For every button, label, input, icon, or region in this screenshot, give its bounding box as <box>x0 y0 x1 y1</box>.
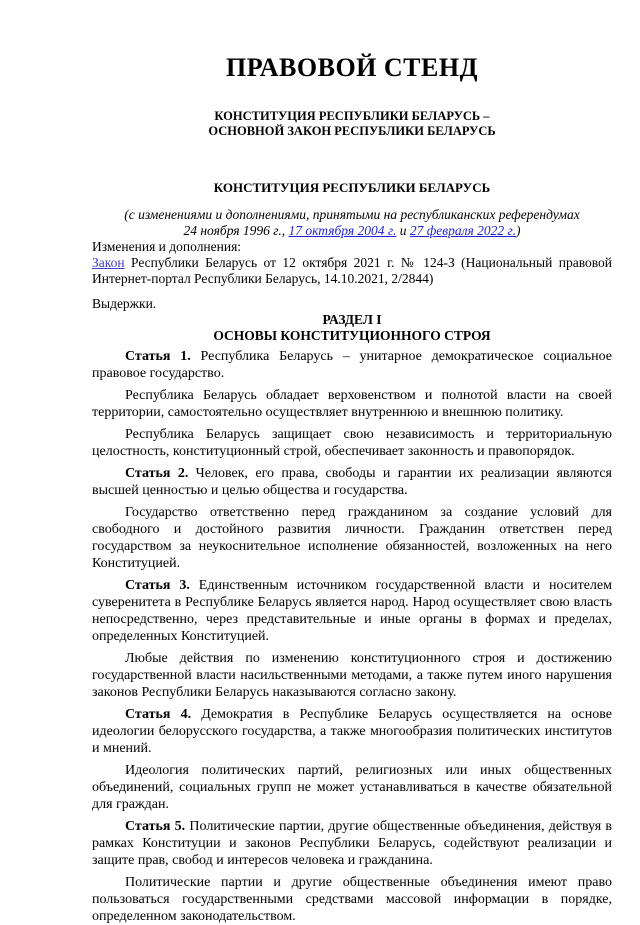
article-label: Статья 1. <box>125 349 191 364</box>
article-text: Любые действия по изменению конституционного строя и достижению государственной власти насильственными методами, а также путем иного нарушения законов Республики Беларусь наказываются согласно закону. <box>92 651 612 700</box>
article-text: Республика Беларусь обладает верховенством и полнотой власти на своей территории, самостоятельно осуществляет внутреннюю и внешнюю политику. <box>92 388 612 420</box>
constitution-heading: КОНСТИТУЦИЯ РЕСПУБЛИКИ БЕЛАРУСЬ <box>213 180 491 195</box>
subtitle-line-2: ОСНОВНОЙ ЗАКОН РЕСПУБЛИКИ БЕЛАРУСЬ <box>208 124 496 138</box>
article-paragraph <box>92 426 612 460</box>
page-title: ПРАВОВОЙ СТЕНД <box>226 53 478 82</box>
document-subtitle <box>92 109 612 139</box>
article-paragraph <box>92 348 612 382</box>
article-paragraph <box>92 387 612 421</box>
referendum-note-line-2 <box>92 223 612 239</box>
article-paragraph <box>92 818 612 869</box>
article-label: Статья 2. <box>125 466 189 481</box>
amendments-label: Изменения и дополнения: <box>92 239 242 254</box>
article-text: Политические партии и другие общественные объединения имеют право пользоваться государственными средствами массовой информации в порядке, определенном законодательством. <box>92 875 612 924</box>
section-number: РАЗДЕЛ I <box>322 312 382 327</box>
article-text: Политические партии, другие общественные объединения, действуя в рамках Конституции и законов Республики Беларусь, содействуют реализации и защите прав, свобод и интересов человека и гражданина. <box>92 819 612 868</box>
referendum-link-2022[interactable]: 27 февраля 2022 г. <box>409 223 517 238</box>
referendum-note-prefix: 24 ноября 1996 г., <box>183 223 289 238</box>
subtitle-line-1: КОНСТИТУЦИЯ РЕСПУБЛИКИ БЕЛАРУСЬ – <box>214 109 490 123</box>
article-paragraph <box>92 577 612 645</box>
referendum-note-conjunction: и <box>396 223 410 238</box>
article-text: Республика Беларусь защищает свою независимость и территориальную целостность, конституционный строй, обеспечивает законность и правопорядок. <box>92 427 612 459</box>
article-text: Человек, его права, свободы и гарантии их реализации являются высшей ценностью и целью общества и государства. <box>92 466 612 498</box>
articles-body <box>92 348 612 925</box>
article-label: Статья 5. <box>125 819 186 834</box>
section-title: ОСНОВЫ КОНСТИТУЦИОННОГО СТРОЯ <box>213 327 491 343</box>
article-label: Статья 4. <box>125 707 192 722</box>
excerpts-label: Выдержки. <box>92 296 157 311</box>
referendum-link-2004[interactable]: 17 октября 2004 г. <box>288 223 397 238</box>
referendum-note-line-1: (с изменениями и дополнениями, принятыми на республиканских референдумах <box>124 207 580 222</box>
referendum-note-suffix: ) <box>516 223 521 238</box>
law-link[interactable]: Закон <box>92 255 125 270</box>
article-paragraph <box>92 650 612 701</box>
article-label: Статья 3. <box>125 578 190 593</box>
law-reference-paragraph <box>92 255 612 287</box>
article-paragraph <box>92 762 612 813</box>
article-text: Демократия в Республике Беларусь осуществляется на основе идеологии белорусского государства, а также многообразия политических институтов и мнений. <box>92 707 612 756</box>
article-text: Идеология политических партий, религиозных или иных общественных объединений, социальных групп не может устанавливаться в качестве обязательной для граждан. <box>92 763 612 812</box>
article-text: Единственным источником государственной власти и носителем суверенитета в Республике Беларусь является народ. Народ осуществляет свою власть непосредственно, через представительные и иные органы в формах и пределах, определенных Конституцией. <box>92 578 612 644</box>
article-text: Государство ответственно перед гражданином за создание условий для свободного и достойного развития личности. Гражданин ответствен перед государством за неукоснительное исполнение обязанностей, возложенных на него Конституцией. <box>92 505 612 571</box>
referendum-note <box>92 207 612 239</box>
article-paragraph <box>92 874 612 925</box>
article-paragraph <box>92 504 612 572</box>
article-text: Республика Беларусь – унитарное демократическое социальное правовое государство. <box>92 349 613 381</box>
section-heading <box>92 312 612 343</box>
article-paragraph <box>92 465 612 499</box>
law-reference-text: Республики Беларусь от 12 октября 2021 г. № 124-З (Национальный правовой Интернет-портал Республики Беларусь, 14.10.2021, 2/2844) <box>92 255 612 286</box>
article-paragraph <box>92 706 612 757</box>
